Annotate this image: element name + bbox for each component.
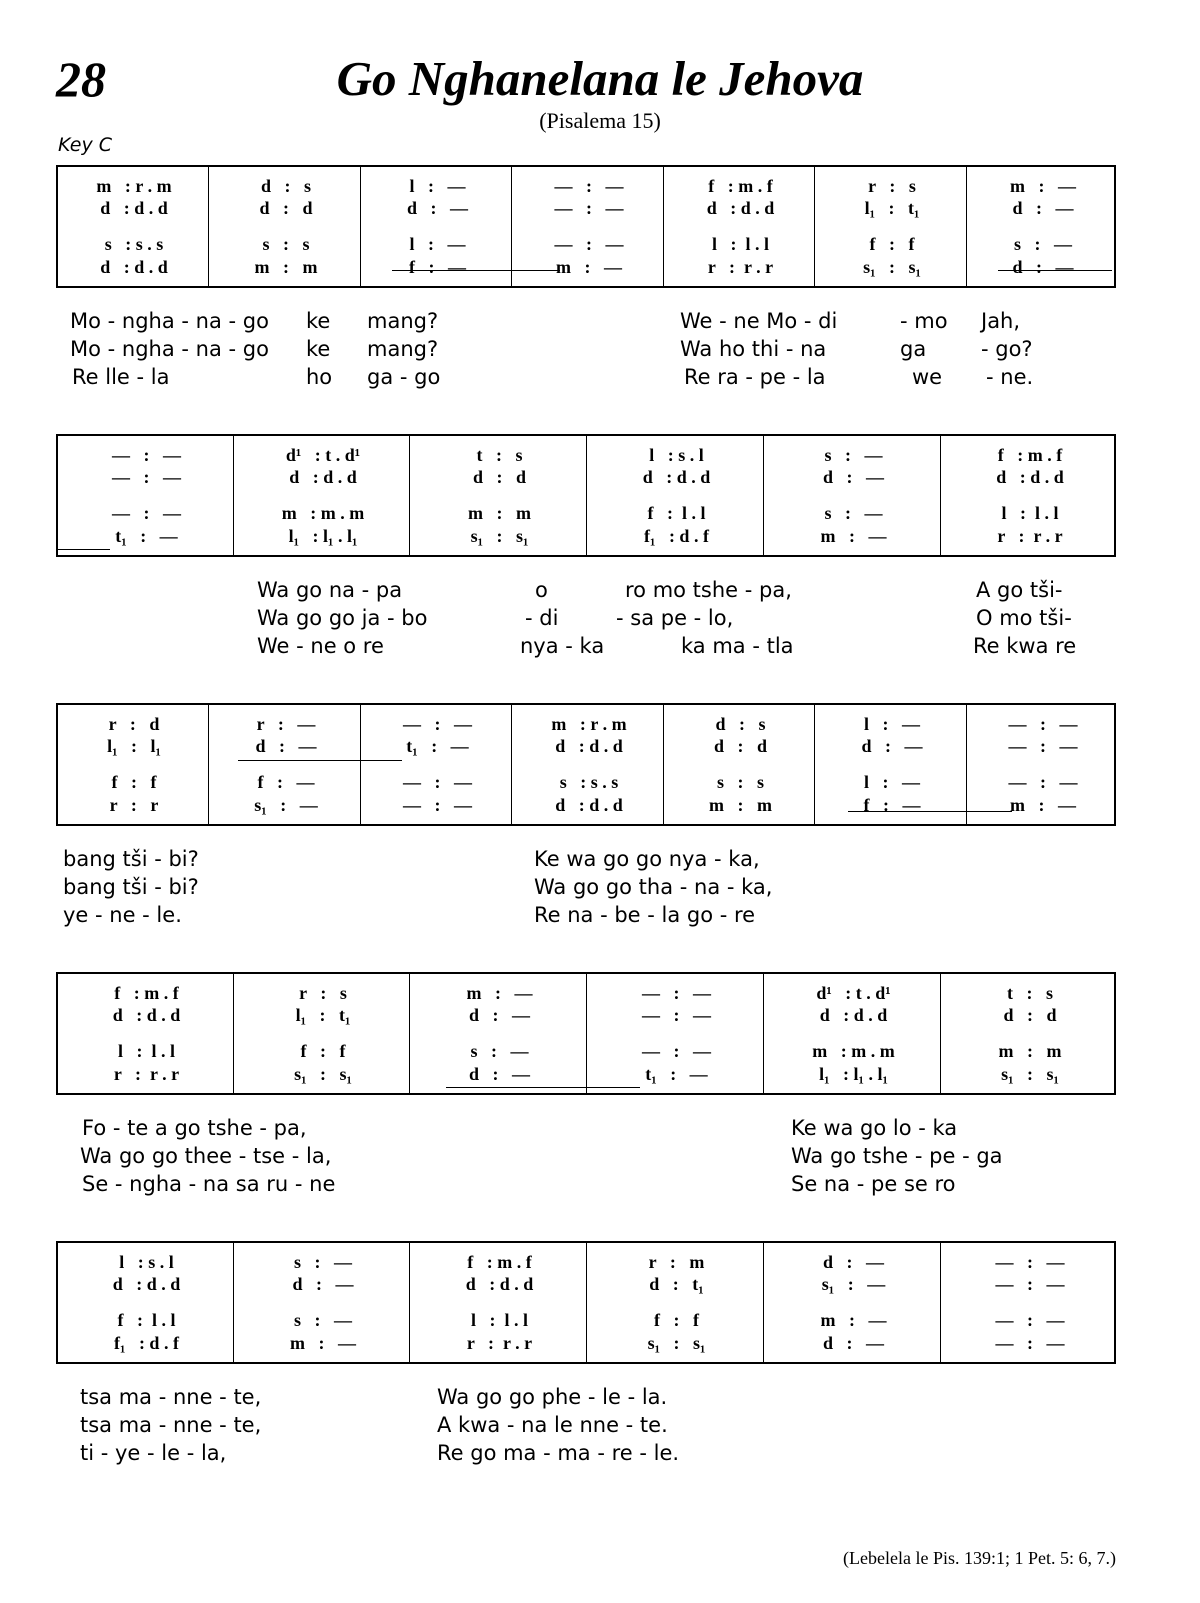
lyric-segment: tsa ma - nne - te, <box>80 1413 262 1437</box>
lyric-segment: mang? <box>367 337 439 361</box>
stave-system <box>56 434 1116 557</box>
bar-line <box>409 436 410 555</box>
solfa-cell: s₁ : — <box>254 795 318 815</box>
bar-line <box>586 1243 587 1362</box>
bar-line <box>233 1243 234 1362</box>
solfa-cell: f : f <box>869 234 915 254</box>
solfa-cell: d : — <box>406 198 468 218</box>
lyric-segment: Re lle - la <box>72 365 170 389</box>
bar-line <box>663 705 664 824</box>
solfa-cell: r : r . r <box>466 1333 533 1353</box>
solfa-cell: m : m <box>468 503 531 523</box>
solfa-cell: r : r . r <box>997 526 1063 546</box>
bar-line <box>233 974 234 1093</box>
solfa-cell: d : — <box>468 1064 530 1084</box>
solfa-cell: — : — <box>995 1252 1065 1272</box>
solfa-cell: l : — <box>409 176 466 196</box>
bar-line <box>763 1243 764 1362</box>
solfa-cell: f : — <box>409 257 466 277</box>
solfa-cell: — : — <box>403 714 472 734</box>
solfa-cell: f : m . f <box>114 983 179 1003</box>
solfa-cell: r : r <box>109 795 159 815</box>
tie-line <box>446 1087 640 1088</box>
solfa-cell: s₁ : s₁ <box>647 1333 706 1353</box>
solfa-cell: — : — <box>112 467 181 487</box>
solfa-cell: m : r . m <box>96 176 172 196</box>
tie-line <box>848 811 1012 812</box>
solfa-cell: m : — <box>556 257 622 277</box>
solfa-cell: m : m <box>998 1041 1062 1061</box>
solfa-cell: m : — <box>820 526 887 546</box>
solfa-cell: s₁ : s₁ <box>294 1064 352 1084</box>
solfa-cell: l₁ : l₁ <box>107 736 161 756</box>
solfa-cell: d : d . d <box>706 198 775 218</box>
scripture-reference: (Lebelela le Pis. 139:1; 1 Pet. 5: 6, 7.) <box>843 1548 1116 1568</box>
lyric-segment: mang? <box>367 309 439 333</box>
bar-line <box>763 974 764 1093</box>
solfa-cell: s : s <box>716 772 764 792</box>
lyric-segment: Wa go na - pa <box>257 578 403 602</box>
solfa-cell: m : m <box>254 257 318 277</box>
lyric-segment: Se na - pe se ro <box>791 1172 956 1196</box>
lyric-segment: o <box>535 578 548 602</box>
solfa-cell: — : — <box>995 1274 1065 1294</box>
lyric-segment: ga - go <box>367 365 441 389</box>
bar-line <box>814 705 815 824</box>
lyric-segment: - di <box>525 606 559 630</box>
bar-line <box>511 167 512 286</box>
lyric-segment: bang tši - bi? <box>63 847 199 871</box>
lyric-segment: Wa go go thee - tse - la, <box>80 1144 332 1168</box>
solfa-cell: — : — <box>1008 772 1078 792</box>
stave-system <box>56 703 1116 826</box>
solfa-cell: d : d . d <box>465 1274 534 1294</box>
lyric-segment: A kwa - na le nne - te. <box>437 1413 668 1437</box>
solfa-cell: d : d . d <box>100 257 168 277</box>
solfa-cell: f : f <box>300 1041 346 1061</box>
solfa-cell: d : d <box>259 198 313 218</box>
bar-line <box>233 436 234 555</box>
solfa-cell: — : — <box>112 445 181 465</box>
solfa-cell: r : — <box>256 714 316 734</box>
solfa-cell: r : s <box>299 983 347 1003</box>
bar-line <box>208 167 209 286</box>
lyric-segment: ro mo tshe - pa, <box>625 578 792 602</box>
tie-line <box>238 760 402 761</box>
solfa-cell: d : — <box>1012 198 1074 218</box>
solfa-cell: r : s <box>868 176 916 196</box>
solfa-cell: d : s <box>715 714 766 734</box>
solfa-cell: s : — <box>824 445 883 465</box>
solfa-cell: t₁ : — <box>406 736 469 756</box>
solfa-cell: d : — <box>292 1274 354 1294</box>
solfa-cell: t : s <box>476 445 523 465</box>
solfa-cell: f : l . l <box>647 503 706 523</box>
solfa-cell: l₁ : l₁ . l₁ <box>288 526 358 546</box>
solfa-cell: m : m . m <box>812 1041 895 1061</box>
solfa-cell: s : — <box>294 1310 352 1330</box>
solfa-cell: — : — <box>642 1041 711 1061</box>
solfa-cell: r : m <box>648 1252 705 1272</box>
solfa-cell: — : — <box>112 503 181 523</box>
lyric-segment: ti - ye - le - la, <box>80 1441 227 1465</box>
bar-line <box>511 705 512 824</box>
solfa-cell: f₁ : d . f <box>644 526 709 546</box>
solfa-cell: r : r . r <box>113 1064 180 1084</box>
tie-line <box>57 549 110 550</box>
solfa-cell: s : s . s <box>559 772 619 792</box>
solfa-cell: d : d . d <box>555 795 623 815</box>
lyric-segment: - go? <box>981 337 1033 361</box>
solfa-cell: m : m . m <box>281 503 365 523</box>
lyric-segment: Re go ma - ma - re - le. <box>437 1441 680 1465</box>
solfa-cell: m : — <box>820 1310 887 1330</box>
solfa-cell: m : m <box>709 795 772 815</box>
lyric-segment: Ke wa go lo - ka <box>791 1116 958 1140</box>
bar-line <box>409 974 410 1093</box>
solfa-cell: — : — <box>642 983 711 1003</box>
solfa-cell: — : — <box>1008 736 1078 756</box>
song-number: 28 <box>56 51 106 107</box>
solfa-cell: f : — <box>257 772 315 792</box>
lyric-segment: Wa ho thi - na <box>680 337 827 361</box>
solfa-cell: — : — <box>1008 714 1078 734</box>
solfa-cell: d : — <box>822 1252 884 1272</box>
solfa-cell: d : d . d <box>996 467 1064 487</box>
bar-line <box>763 436 764 555</box>
solfa-cell: m : — <box>466 983 533 1003</box>
solfa-cell: l : s . l <box>119 1252 174 1272</box>
solfa-cell: d : d . d <box>112 1274 181 1294</box>
lyric-segment: Wa go tshe - pe - ga <box>791 1144 1003 1168</box>
solfa-cell: d : d . d <box>289 467 357 487</box>
solfa-cell: d : — <box>255 736 317 756</box>
lyric-segment: - mo <box>900 309 948 333</box>
bar-line <box>409 1243 410 1362</box>
lyric-segment: Fo - te a go tshe - pa, <box>82 1116 307 1140</box>
lyric-segment: Re ra - pe - la <box>684 365 826 389</box>
solfa-cell: s₁ : s₁ <box>863 257 921 277</box>
solfa-cell: l : l . l <box>471 1310 528 1330</box>
bar-line <box>663 167 664 286</box>
bar-line <box>940 1243 941 1362</box>
solfa-cell: d : d . d <box>555 736 623 756</box>
solfa-cell: d : — <box>861 736 923 756</box>
solfa-cell: — : — <box>642 1005 711 1025</box>
lyric-segment: ke <box>306 309 331 333</box>
solfa-cell: t : s <box>1007 983 1053 1003</box>
lyric-segment: nya - ka <box>520 634 605 658</box>
bar-line <box>360 705 361 824</box>
solfa-cell: s₁ : s₁ <box>470 526 529 546</box>
stave-system <box>56 972 1116 1095</box>
solfa-cell: s : — <box>294 1252 352 1272</box>
bar-line <box>208 705 209 824</box>
solfa-cell: f : — <box>863 795 921 815</box>
lyric-segment: O mo tši- <box>976 606 1072 630</box>
solfa-cell: d : d . d <box>112 1005 181 1025</box>
solfa-cell: — : — <box>554 198 624 218</box>
solfa-cell: d : d . d <box>100 198 168 218</box>
stave-system <box>56 1241 1116 1364</box>
solfa-cell: l : l . l <box>1001 503 1059 523</box>
lyric-segment: A go tši- <box>976 578 1063 602</box>
solfa-cell: s : — <box>824 503 883 523</box>
lyric-segment: ho <box>306 365 333 389</box>
solfa-cell: l : s . l <box>649 445 704 465</box>
lyric-segment: - sa pe - lo, <box>616 606 734 630</box>
bar-line <box>940 436 941 555</box>
solfa-cell: s : s . s <box>104 234 164 254</box>
solfa-cell: d : — <box>1012 257 1074 277</box>
tie-line <box>998 270 1112 271</box>
bar-line <box>586 436 587 555</box>
solfa-cell: s₁ : s₁ <box>1001 1064 1059 1084</box>
song-subtitle: (Pisalema 15) <box>539 108 661 133</box>
solfa-cell: d : d <box>713 736 767 756</box>
lyric-segment: We - ne Mo - di <box>680 309 838 333</box>
solfa-cell: — : — <box>995 1333 1065 1353</box>
solfa-cell: d : — <box>468 1005 530 1025</box>
solfa-cell: r : r . r <box>707 257 774 277</box>
lyric-segment: We - ne o re <box>257 634 384 658</box>
solfa-cell: — : — <box>403 795 472 815</box>
solfa-cell: s : — <box>470 1041 529 1061</box>
solfa-cell: m : r . m <box>551 714 627 734</box>
lyric-segment: bang tši - bi? <box>63 875 199 899</box>
solfa-cell: d : s <box>260 176 311 196</box>
lyric-segment: ka ma - tla <box>681 634 794 658</box>
lyric-segment: Re na - be - la go - re <box>534 903 756 927</box>
bar-line <box>940 974 941 1093</box>
lyric-segment: we <box>912 365 943 389</box>
solfa-cell: l₁ : t₁ <box>864 198 920 218</box>
key-signature: Key C <box>58 134 113 156</box>
solfa-cell: t₁ : — <box>115 526 178 546</box>
bar-line <box>966 167 967 286</box>
solfa-cell: f₁ : d . f <box>114 1333 179 1353</box>
solfa-cell: l₁ : l₁ . l₁ <box>819 1064 888 1084</box>
lyric-segment: - ne. <box>986 365 1034 389</box>
solfa-cell: — : — <box>995 1310 1065 1330</box>
solfa-cell: m : — <box>290 1333 356 1353</box>
lyric-segment: Se - ngha - na sa ru - ne <box>82 1172 336 1196</box>
stave-system <box>56 165 1116 288</box>
solfa-cell: f : m . f <box>708 176 773 196</box>
lyric-segment: Re kwa re <box>973 634 1077 658</box>
solfa-cell: — : — <box>554 176 624 196</box>
solfa-cell: d : — <box>822 1333 884 1353</box>
solfa-cell: l : — <box>864 772 920 792</box>
solfa-cell: d : d . d <box>642 467 711 487</box>
solfa-cell: l : — <box>409 234 466 254</box>
solfa-cell: l : l . l <box>712 234 769 254</box>
bar-line <box>966 705 967 824</box>
lyric-segment: tsa ma - nne - te, <box>80 1385 262 1409</box>
solfa-cell: s₁ : — <box>821 1274 886 1294</box>
solfa-cell: d : — <box>822 467 884 487</box>
lyric-segment: Wa go go phe - le - la. <box>437 1385 668 1409</box>
bar-line <box>586 974 587 1093</box>
solfa-cell: — : — <box>554 234 624 254</box>
lyric-segment: ye - ne - le. <box>63 903 182 927</box>
solfa-cell: f : f <box>111 772 157 792</box>
solfa-cell: d : d <box>472 467 526 487</box>
lyric-segment: Ke wa go go nya - ka, <box>534 847 760 871</box>
song-title: Go Nghanelana le Jehova <box>336 51 864 106</box>
solfa-cell: d¹ : t . d¹ <box>816 983 891 1003</box>
lyric-segment: Wa go go tha - na - ka, <box>534 875 773 899</box>
solfa-cell: d : d <box>1003 1005 1057 1025</box>
solfa-cell: s : — <box>1014 234 1072 254</box>
tie-line <box>392 270 560 271</box>
lyric-segment: ke <box>306 337 331 361</box>
lyric-segment: Mo - ngha - na - go <box>70 309 269 333</box>
solfa-cell: f : l . l <box>117 1310 176 1330</box>
solfa-cell: f : m . f <box>467 1252 532 1272</box>
solfa-cell: d : t₁ <box>649 1274 704 1294</box>
solfa-cell: m : — <box>1010 795 1076 815</box>
lyric-segment: Wa go go ja - bo <box>257 606 428 630</box>
solfa-cell: r : d <box>108 714 160 734</box>
bar-line <box>360 167 361 286</box>
solfa-cell: t₁ : — <box>645 1064 708 1084</box>
solfa-cell: l : l . l <box>118 1041 175 1061</box>
solfa-cell: — : — <box>403 772 472 792</box>
solfa-cell: d¹ : t . d¹ <box>285 445 361 465</box>
lyric-segment: ga <box>900 337 927 361</box>
bar-line <box>814 167 815 286</box>
solfa-cell: f : m . f <box>997 445 1063 465</box>
solfa-cell: l₁ : t₁ <box>295 1005 351 1025</box>
solfa-cell: f : f <box>654 1310 699 1330</box>
lyric-segment: Jah, <box>981 309 1021 333</box>
solfa-cell: s : s <box>262 234 310 254</box>
lyric-segment: Mo - ngha - na - go <box>70 337 269 361</box>
solfa-cell: l : — <box>864 714 920 734</box>
solfa-cell: m : — <box>1010 176 1076 196</box>
solfa-cell: d : d . d <box>819 1005 888 1025</box>
